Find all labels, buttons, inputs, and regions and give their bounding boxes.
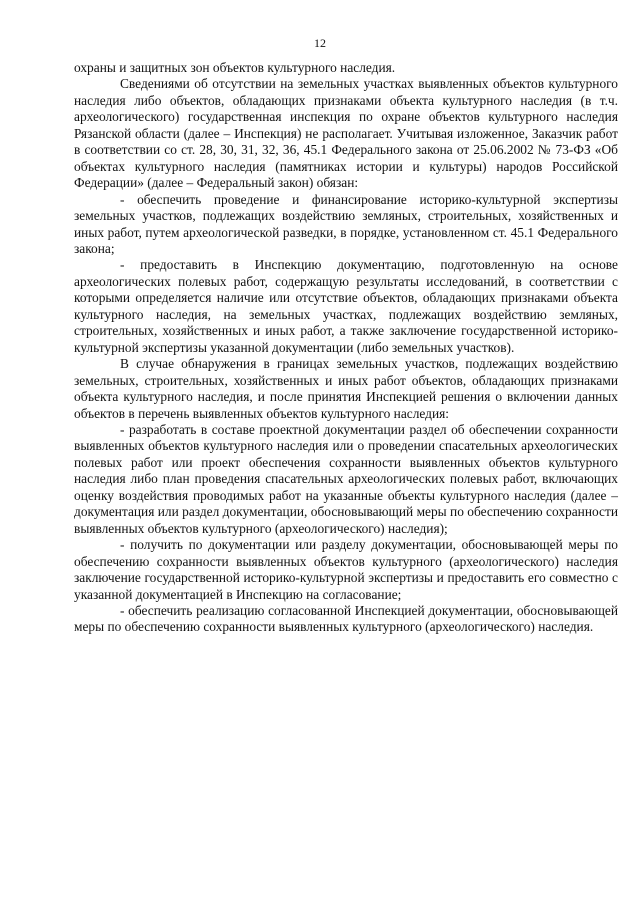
paragraph-ensure-implementation: - обеспечить реализацию согласованной Инспекцией документации, обосновывающей меры по обеспечению сохранности выявленных культурного (археологического) наследия. [74, 602, 618, 635]
paragraph-obligation-documentation: - предоставить в Инспекцию документацию, подготовленную на основе археологических полевых работ, содержащую результаты исследований, в соответствии с которыми определяется наличие или отсутствие объектов, обладающих признаками объекта культурного наследия, на земельных участках, подлежащих воздействию земляных, строительных, хозяйственных и иных работ, а также заключение государственной историко-культурной экспертизы указанной документации (либо земельных участков). [74, 257, 618, 355]
page-number: 12 [314, 36, 326, 50]
paragraph-discovery-case: В случае обнаружения в границах земельных участков, подлежащих воздействию земельных, строительных, хозяйственных и иных работ объектов, обладающих признаками объекта культурного наследия, и после принятия Инспекцией решения о включении данных объектов в перечень выявленных объектов культурного наследия: [74, 356, 618, 421]
paragraph-obligation-expertise: - обеспечить проведение и финансирование историко-культурной экспертизы земельных участков, подлежащих воздействию земляных, строительных, хозяйственных и иных работ, путем археологической разведки, в порядке, установленном ст. 45.1 Федерального закона; [74, 191, 618, 256]
paragraph-continuation: охраны и защитных зон объектов культурного наследия. [74, 60, 396, 75]
paragraph-info: Сведениями об отсутствии на земельных участках выявленных объектов культурного наследия либо объектов, обладающих признаками объекта культурного наследия (в т.ч. археологического) государственная инспекция по охране объектов культурного наследия Рязанской области (далее – Инспекция) не располагает. Учитывая изложенное, Заказчик работ в соответствии со ст. 28, 30, 31, 32, 36, 45.1 Федерального закона от 25.06.2002 № 73-ФЗ «Об объектах культурного наследия (памятниках истории и культуры) народов Российской Федерации» (далее – Федеральный закон) обязан: [74, 76, 618, 191]
paragraph-obtain-conclusion: - получить по документации или разделу документации, обосновывающей меры по обеспечению сохранности выявленных объектов культурного (археологического) наследия заключение государственной историко-культурной экспертизы и предоставить его совместно с указанной документацией в Инспекцию на согласование; [74, 537, 618, 602]
paragraph-develop-section: - разработать в составе проектной документации раздел об обеспечении сохранности выявленных объектов культурного наследия или о проведении спасательных археологических полевых работ или проект обеспечения сохранности выявленных объектов культурного наследия либо план проведения спасательных археологических полевых работ, включающих оценку воздействия проводимых работ на указанные объекты культурного наследия (далее – документация или раздел документации, обосновывающий меры по обеспечению сохранности выявленных объектов культурного (археологического) наследия); [74, 421, 618, 536]
document-body [74, 60, 618, 636]
